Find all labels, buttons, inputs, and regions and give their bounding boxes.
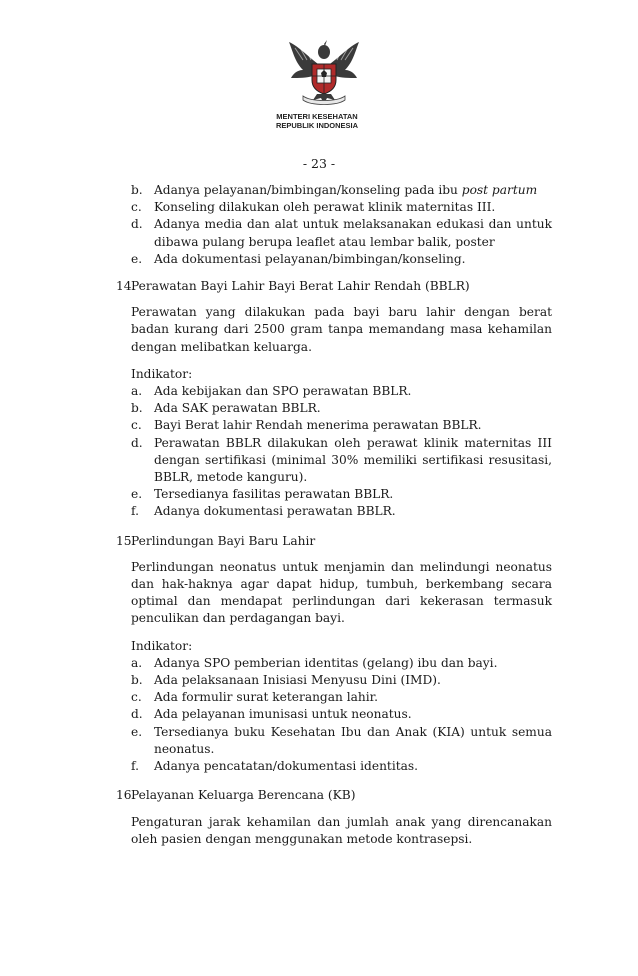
list-item: [131, 435, 552, 487]
list-item: [131, 251, 552, 268]
section-body: [116, 559, 552, 775]
list-item-label: f.: [131, 759, 139, 774]
page-number: - 23 -: [302, 156, 336, 171]
list-item-text: Perawatan BBLR dilakukan oleh perawat klinik maternitas III dengan sertifikasi (minimal 30% memiliki sertifikasi resusitasi, BBLR, metode kanguru).: [154, 435, 552, 485]
section-paragraph: Perlindungan neonatus untuk menjamin dan melindungi neonatus dan hak-haknya agar dapat hidup, tumbuh, berkembang secara optimal dan mendapat perlindungan dari kekerasan termasuk penculikan dan perdagangan bayi.: [131, 559, 552, 626]
ministry-name: [262, 112, 372, 130]
list-item-text: Tersedianya fasilitas perawatan BBLR.: [154, 487, 394, 502]
list-item-label: c.: [131, 200, 142, 215]
section-number: 15.: [116, 533, 136, 548]
list-item-text: Ada formulir surat keterangan lahir.: [154, 690, 378, 705]
section-body: [116, 814, 552, 848]
list-item-text: Adanya SPO pemberian identitas (gelang) ibu dan bayi.: [154, 655, 498, 670]
list-item: [131, 672, 552, 689]
list-item-label: c.: [131, 690, 142, 705]
list-item-text: Ada pelaksanaan Inisiasi Menyusu Dini (IMD).: [154, 673, 441, 688]
indicator-label: Indikator:: [131, 366, 193, 381]
list-item-text: Ada kebijakan dan SPO perawatan BBLR.: [154, 384, 412, 399]
continued-list: [116, 182, 552, 268]
list-item: [131, 216, 552, 250]
list-item: [131, 199, 552, 216]
section-heading: [116, 278, 552, 295]
list-item: [131, 758, 552, 775]
section-number: 14.: [116, 279, 136, 294]
list-item-label: c.: [131, 418, 142, 433]
list-item-label: b.: [131, 673, 143, 688]
list-item-label: d.: [131, 707, 143, 722]
list-item-label: e.: [131, 487, 143, 502]
ministry-line-1: MENTERI KESEHATAN: [276, 112, 358, 121]
list-item: [131, 400, 552, 417]
indicator-label: Indikator:: [131, 638, 193, 653]
list-item: [131, 503, 552, 520]
list-item-label: b.: [131, 401, 143, 416]
list-item: [131, 486, 552, 503]
list-item: [131, 706, 552, 723]
list-item-text: Ada dokumentasi pelayanan/bimbingan/konseling.: [154, 251, 466, 266]
list-item-text: Tersedianya buku Kesehatan Ibu dan Anak (KIA) untuk semua neonatus.: [154, 724, 552, 756]
list-item: [131, 724, 552, 758]
list-item: [131, 417, 552, 434]
list-item-text: Bayi Berat lahir Rendah menerima perawatan BBLR.: [154, 418, 482, 433]
list-item-label: e.: [131, 724, 143, 739]
section-heading: [116, 787, 552, 804]
section-number: 16.: [116, 788, 136, 803]
list-item-label: e.: [131, 251, 143, 266]
section-title: Perawatan Bayi Lahir Bayi Berat Lahir Rendah (BBLR): [131, 279, 470, 294]
italic-term: post partum: [461, 183, 538, 197]
list-item-label: d.: [131, 217, 143, 232]
section-paragraph: Pengaturan jarak kehamilan dan jumlah anak yang direncanakan oleh pasien dengan menggunakan metode kontrasepsi.: [131, 814, 552, 846]
section-heading: [116, 533, 552, 550]
list-item-text: Adanya pencatatan/dokumentasi identitas.: [154, 759, 419, 774]
list-item-text: Ada pelayanan imunisasi untuk neonatus.: [154, 707, 412, 722]
garuda-emblem-icon: [281, 38, 367, 106]
list-item: [131, 182, 552, 199]
list-item-label: a.: [131, 384, 143, 399]
document-body: [116, 182, 552, 848]
section-title: Pelayanan Keluarga Berencana (KB): [131, 788, 356, 803]
list-item-text: Ada SAK perawatan BBLR.: [154, 401, 321, 416]
list-item-label: f.: [131, 504, 139, 519]
list-item-text: Adanya pelayanan/bimbingan/konseling pada ibu post partum: [154, 183, 538, 197]
section-title: Perlindungan Bayi Baru Lahir: [131, 533, 316, 548]
list-item: [131, 655, 552, 672]
list-item-text: Adanya dokumentasi perawatan BBLR.: [154, 504, 396, 519]
section-paragraph: Perawatan yang dilakukan pada bayi baru lahir dengan berat badan kurang dari 2500 gram tanpa memandang masa kehamilan dengan melibatkan keluarga.: [131, 305, 552, 354]
list-item-label: b.: [131, 183, 143, 197]
list-item-text: Adanya media dan alat untuk melaksanakan edukasi dan untuk dibawa pulang berupa leaflet atau lembar balik, poster: [154, 217, 552, 249]
list-item: [131, 689, 552, 706]
list-item: [131, 383, 552, 400]
ministry-line-2: REPUBLIK INDONESIA: [275, 121, 359, 130]
list-item-text: Konseling dilakukan oleh perawat klinik maternitas III.: [154, 200, 496, 215]
section-body: [116, 304, 552, 520]
list-item-label: a.: [131, 655, 143, 670]
list-item-label: d.: [131, 435, 143, 450]
